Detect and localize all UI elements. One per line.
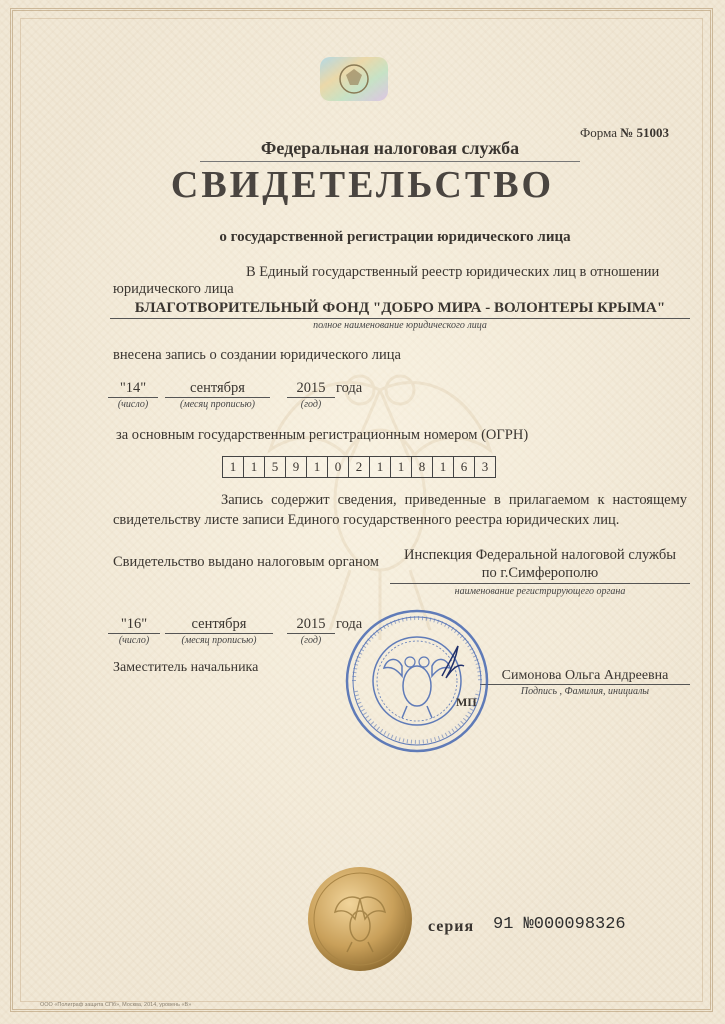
issuing-authority [390, 546, 690, 584]
gold-seal-icon [305, 864, 415, 974]
record-month: сентября [165, 380, 270, 398]
record-year: 2015 [287, 380, 335, 398]
ogrn-digit: 1 [306, 456, 328, 478]
ogrn-digit: 0 [327, 456, 349, 478]
ogrn-label: за основным государственным регистрационным номером (ОГРН) [116, 427, 529, 443]
issue-year: 2015 [287, 616, 335, 634]
ogrn-digit: 1 [222, 456, 244, 478]
issuing-authority-line-2: по г.Симферополю [481, 565, 599, 581]
form-number: Форма № 51003 [580, 125, 670, 140]
ogrn-digit: 3 [474, 456, 496, 478]
document-title: СВИДЕТЕЛЬСТВО [170, 164, 555, 206]
issuing-authority-line-1: Инспекция Федеральной налоговой службы [404, 547, 676, 563]
issue-month-caption: (месяц прописью) [181, 635, 257, 646]
record-note: Запись содержит сведения, приведенные в прилагаемом к настоящему свидетельству листе записи Единого государственного реестра юридических лиц. [113, 492, 687, 528]
issue-day: "16" [108, 616, 160, 634]
issue-year-caption: (год) [300, 635, 322, 646]
series-number: 91 №000098326 [493, 915, 626, 934]
issue-year-suffix: года [336, 616, 363, 632]
ogrn-digit: 1 [432, 456, 454, 478]
ogrn-number-boxes [222, 456, 495, 478]
ogrn-digit: 2 [348, 456, 370, 478]
issued-by-label: Свидетельство выдано налоговым органом [113, 554, 379, 570]
issue-day-caption: (число) [118, 635, 150, 646]
ogrn-digit: 6 [453, 456, 475, 478]
intro-line-1: В Единый государственный реестр юридических лиц в отношении [246, 264, 660, 280]
organization-name-caption: полное наименование юридического лица [313, 320, 487, 331]
record-day-caption: (число) [117, 399, 149, 410]
agency-name: Федеральная налоговая служба [200, 138, 580, 162]
issuing-authority-caption: наименование регистрирующего органа [454, 586, 626, 597]
record-text: внесена запись о создании юридического лица [113, 347, 401, 363]
issue-month: сентября [165, 616, 273, 634]
hologram-emblem-icon [318, 55, 390, 103]
record-year-caption: (год) [300, 399, 322, 410]
signer-name: Симонова Ольга Андреевна [480, 668, 690, 685]
signer-caption: Подпись , Фамилия, инициалы [520, 686, 650, 697]
stamp-place-mark: МП [456, 695, 477, 709]
ogrn-digit: 1 [243, 456, 265, 478]
record-year-suffix: года [336, 380, 363, 396]
official-stamp-icon [342, 606, 492, 756]
signer-position: Заместитель начальника [113, 660, 259, 675]
intro-line-2: юридического лица [113, 281, 234, 297]
record-day: "14" [108, 380, 158, 398]
series-label: серия [428, 918, 475, 935]
organization-name: БЛАГОТВОРИТЕЛЬНЫЙ ФОНД "ДОБРО МИРА - ВОЛОНТЕРЫ КРЫМА" [110, 300, 690, 319]
ogrn-digit: 1 [369, 456, 391, 478]
ogrn-digit: 1 [390, 456, 412, 478]
ogrn-digit: 8 [411, 456, 433, 478]
ogrn-digit: 5 [264, 456, 286, 478]
ogrn-digit: 9 [285, 456, 307, 478]
record-month-caption: (месяц прописью) [180, 399, 255, 410]
printer-note: ООО «Полиграф защита СПб», Москва, 2014, уровень «В» [40, 1002, 192, 1008]
document-subtitle: о государственной регистрации юридического лица [219, 229, 571, 245]
